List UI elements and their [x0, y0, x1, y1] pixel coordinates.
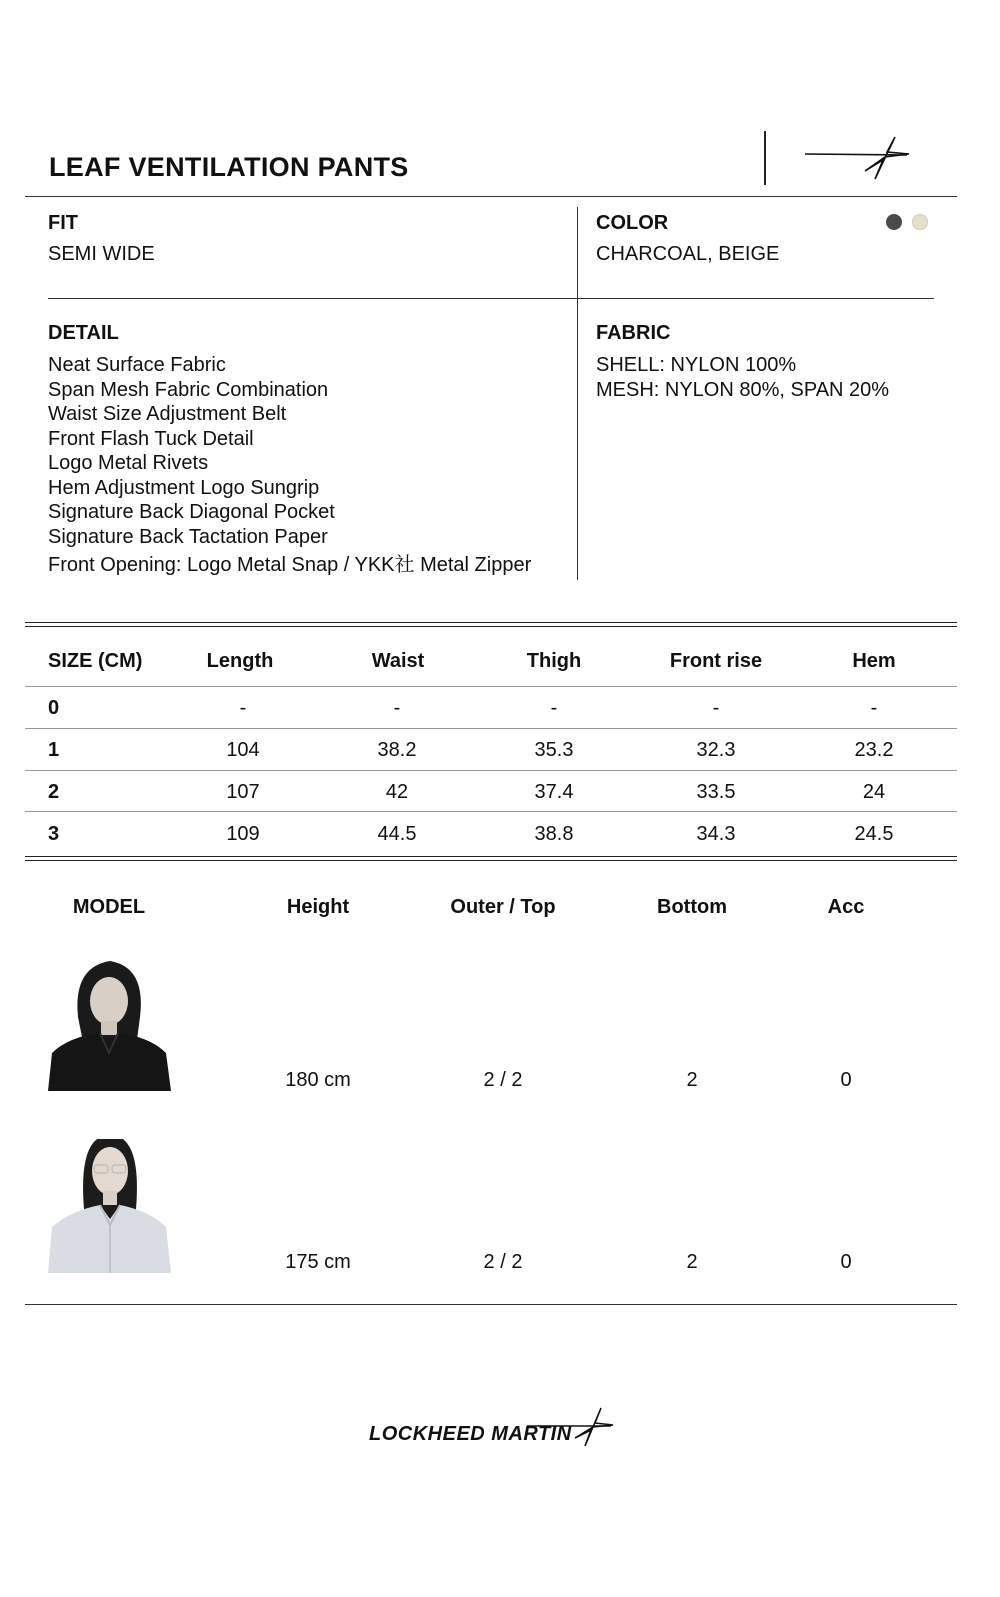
size-header-length: Length — [206, 650, 274, 672]
size-cell: - — [393, 697, 401, 719]
footer-star-icon — [525, 1406, 617, 1450]
size-cell: 32.3 — [696, 739, 736, 761]
detail-item: Signature Back Diagonal Pocket — [48, 501, 335, 523]
size-header-thigh: Thigh — [526, 650, 582, 672]
size-row-rule — [25, 770, 957, 771]
size-table-bottom-rule — [25, 856, 957, 857]
fabric-list — [596, 353, 889, 402]
size-cell: 35.3 — [534, 739, 574, 761]
model-outer-top: 2 / 2 — [483, 1069, 523, 1091]
size-cell: 33.5 — [696, 781, 736, 803]
page-title: LEAF VENTILATION PANTS — [49, 152, 409, 182]
size-cell: - — [239, 697, 247, 719]
model-header-outer-top: Outer / Top — [450, 896, 556, 918]
model-header-acc: Acc — [827, 896, 865, 918]
size-row-label: 2 — [48, 781, 60, 803]
fabric-item: MESH: NYLON 80%, SPAN 20% — [596, 378, 890, 401]
size-cell: 34.3 — [696, 823, 736, 845]
detail-item: Waist Size Adjustment Belt — [48, 403, 287, 425]
detail-item: Front Flash Tuck Detail — [48, 427, 254, 450]
model-photo — [48, 957, 171, 1091]
size-cell: - — [712, 697, 720, 719]
size-table-top-rule — [25, 622, 957, 623]
fit-label: FIT — [48, 212, 78, 234]
star-logo-icon — [803, 135, 913, 185]
detail-label: DETAIL — [48, 322, 119, 344]
size-cell: - — [870, 697, 878, 719]
size-row-label: 1 — [48, 739, 60, 761]
size-cell: 107 — [226, 781, 260, 803]
color-swatch-charcoal — [886, 214, 902, 230]
color-swatch-beige — [912, 214, 928, 230]
size-table-bottom-rule-2 — [25, 860, 957, 861]
size-cell: 42 — [385, 781, 409, 803]
size-table-top-rule-2 — [25, 626, 957, 627]
model-outer-top: 2 / 2 — [483, 1251, 523, 1273]
detail-list — [48, 353, 531, 578]
header-divider — [764, 131, 766, 185]
model-bottom: 2 — [686, 1251, 698, 1273]
column-divider — [577, 207, 578, 580]
size-cell: 104 — [226, 739, 260, 761]
model-header-bottom: Bottom — [657, 896, 727, 918]
size-cell: 23.2 — [854, 739, 894, 761]
detail-item: Span Mesh Fabric Combination — [48, 378, 329, 401]
size-header-waist: Waist — [371, 650, 425, 672]
size-header-size: SIZE (CM) — [48, 650, 143, 672]
size-cell: 24.5 — [854, 823, 894, 845]
model-table-bottom-rule — [25, 1304, 957, 1305]
size-cell: 38.8 — [534, 823, 574, 845]
model-height: 175 cm — [285, 1251, 351, 1273]
color-value: CHARCOAL, BEIGE — [596, 243, 780, 265]
model-acc: 0 — [840, 1069, 852, 1091]
model-header-height: Height — [286, 896, 350, 918]
model-height: 180 cm — [285, 1069, 351, 1091]
header-rule — [25, 196, 957, 197]
size-header-front-rise: Front rise — [669, 650, 763, 672]
size-cell: 109 — [226, 823, 260, 845]
size-header-hem: Hem — [852, 650, 896, 672]
size-cell: - — [550, 697, 558, 719]
size-cell: 37.4 — [534, 781, 574, 803]
size-row-label: 0 — [48, 697, 60, 719]
detail-item: Neat Surface Fabric — [48, 354, 226, 376]
fabric-label: FABRIC — [596, 322, 671, 344]
detail-item: Logo Metal Rivets — [48, 452, 209, 474]
size-row-rule — [25, 811, 957, 812]
detail-item: Signature Back Tactation Paper — [48, 525, 328, 548]
size-row-rule — [25, 728, 957, 729]
color-label: COLOR — [596, 212, 669, 234]
size-cell: 44.5 — [377, 823, 417, 845]
size-row-label: 3 — [48, 823, 60, 845]
model-bottom: 2 — [686, 1069, 698, 1091]
model-acc: 0 — [840, 1251, 852, 1273]
fabric-item: SHELL: NYLON 100% — [596, 354, 797, 376]
footer-brand: LOCKHEED MARTIN — [369, 1423, 572, 1445]
model-header-model: MODEL — [72, 896, 146, 918]
size-cell: 38.2 — [377, 739, 417, 761]
fit-value: SEMI WIDE — [48, 243, 155, 265]
model-photo — [48, 1139, 171, 1273]
detail-item: Hem Adjustment Logo Sungrip — [48, 476, 320, 499]
size-header-rule — [25, 686, 957, 687]
size-cell: 24 — [862, 781, 886, 803]
section-rule — [48, 298, 934, 299]
detail-item: Front Opening: Logo Metal Snap / YKK社 Metal Zipper — [48, 554, 532, 576]
